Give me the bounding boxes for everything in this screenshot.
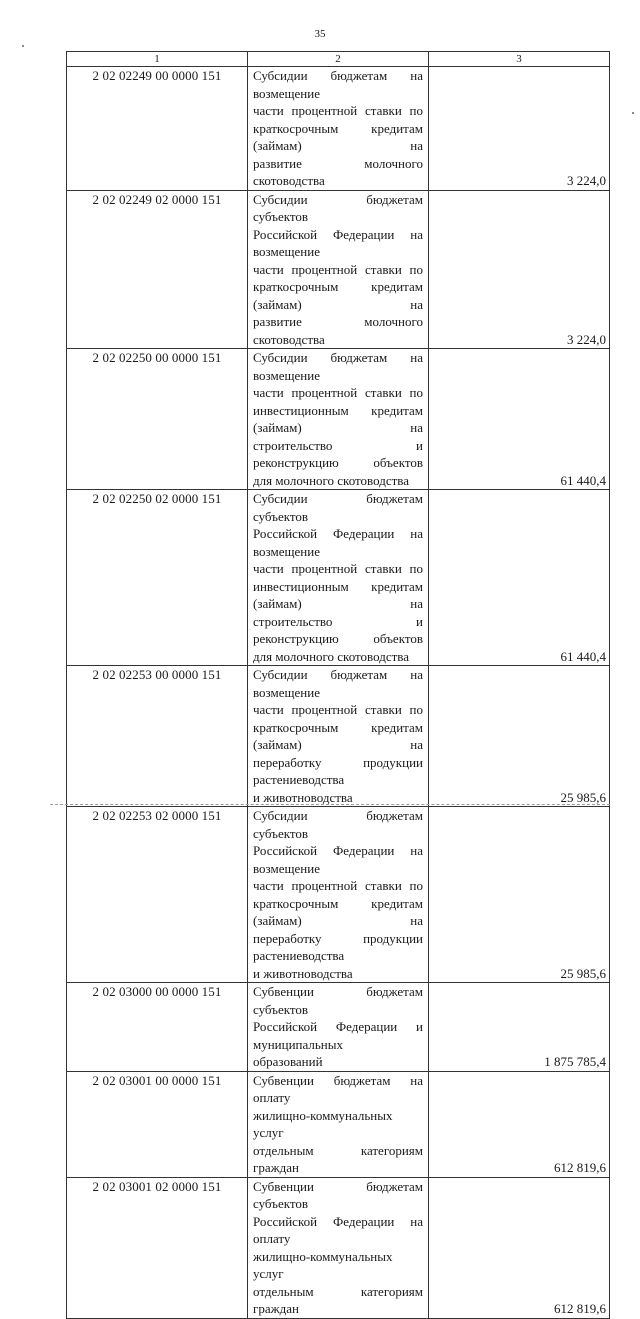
budget-code: 2 02 02250 00 0000 151 [67,349,248,490]
budget-item-name-line: Российской Федерации на возмещение [253,526,423,559]
budget-item-name-line: Субвенции бюджетам субъектов [253,984,423,1017]
budget-item-name-line: развитие молочного скотоводства [253,314,423,347]
budget-amount: 61 440,4 [429,490,610,666]
budget-item-name-line: инвестиционным кредитам (займам) на [253,578,423,611]
budget-item-name-line: части процентной ставки по [253,702,423,717]
budget-item-name [248,1071,429,1177]
table-row [67,807,610,983]
budget-item-name-line: Субвенции бюджетам на оплату [253,1072,423,1105]
budget-amount: 1 875 785,4 [429,983,610,1072]
budget-code: 2 02 02250 02 0000 151 [67,490,248,666]
budget-item-name-line: Российской Федерации на возмещение [253,843,423,876]
table-row [67,349,610,490]
budget-item-name [248,807,429,983]
budget-item-name-line: жилищно-коммунальных услуг [253,1248,393,1281]
scan-speck [632,112,634,114]
budget-amount: 612 819,6 [429,1177,610,1318]
budget-item-name-line: Субсидии бюджетам субъектов [253,808,423,841]
scan-dashed-line [50,804,610,805]
budget-item-name-line: части процентной ставки по [253,103,423,118]
table-row [67,1071,610,1177]
budget-item-name-line: Субсидии бюджетам на возмещение [253,68,423,101]
table-header-row [67,52,610,67]
budget-item-name-line: и животноводства [253,965,353,981]
page-number: 35 [314,28,326,40]
budget-code: 2 02 03001 00 0000 151 [67,1071,248,1177]
budget-item-name-line: переработку продукции растениеводства [253,930,423,963]
budget-item-name-line: развитие молочного скотоводства [253,155,423,188]
budget-code: 2 02 03000 00 0000 151 [67,983,248,1072]
budget-item-name [248,190,429,349]
budget-item-name-line: краткосрочным кредитам (займам) на [253,719,423,752]
budget-item-name-line: инвестиционным кредитам (займам) на [253,402,423,435]
column-header-2: 2 [248,52,429,67]
budget-item-name-line: части процентной ставки по [253,261,423,277]
budget-item-name-line: для молочного скотоводства [253,472,410,488]
budget-amount: 3 224,0 [429,190,610,349]
budget-item-name-line: Субвенции бюджетам субъектов [253,1178,423,1211]
budget-item-name-line: краткосрочным кредитам (займам) на [253,120,423,153]
budget-item-name-line: Субсидии бюджетам субъектов [253,191,423,224]
budget-item-name-line: для молочного скотоводства [253,648,410,664]
budget-item-name-line: части процентной ставки по [253,385,423,400]
budget-item-name-line: Субсидии бюджетам субъектов [253,491,423,524]
budget-item-name-line: Субсидии бюджетам на возмещение [253,667,423,700]
budget-item-name-line: Российской Федерации на оплату [253,1213,423,1246]
budget-item-name [248,666,429,807]
budget-item-name [248,490,429,666]
budget-code: 2 02 02253 02 0000 151 [67,807,248,983]
table-row [67,490,610,666]
budget-item-name-line: строительство и реконструкцию объектов [253,613,423,646]
column-header-3: 3 [429,52,610,67]
budget-item-name-line: переработку продукции растениеводства [253,754,423,787]
budget-item-name [248,349,429,490]
budget-amount: 25 985,6 [429,666,610,807]
budget-item-name-line: образований [253,1054,323,1069]
budget-amount: 3 224,0 [429,67,610,191]
budget-item-name-line: Российской Федерации на возмещение [253,226,423,259]
budget-item-name-line: строительство и реконструкцию объектов [253,437,423,470]
budget-item-name-line: Субсидии бюджетам на возмещение [253,350,423,383]
budget-item-name-line: отдельным категориям граждан [253,1283,423,1316]
budget-table [66,51,610,1319]
table-row [67,1177,610,1318]
budget-item-name-line: жилищно-коммунальных услуг [253,1107,393,1140]
budget-code: 2 02 02253 00 0000 151 [67,666,248,807]
budget-code: 2 02 03001 02 0000 151 [67,1177,248,1318]
budget-item-name-line: и животноводства [253,789,353,805]
budget-code: 2 02 02249 00 0000 151 [67,67,248,191]
column-header-1: 1 [67,52,248,67]
budget-item-name [248,983,429,1072]
budget-item-name-line: части процентной ставки по [253,561,423,576]
table-row [67,983,610,1072]
table-row [67,666,610,807]
budget-item-name-line: отдельным категориям граждан [253,1142,423,1175]
budget-item-name-line: краткосрочным кредитам (займам) на [253,279,423,312]
budget-amount: 61 440,4 [429,349,610,490]
budget-item-name-line: части процентной ставки по [253,878,423,893]
budget-item-name [248,67,429,191]
scan-speck [22,45,24,47]
budget-item-name [248,1177,429,1318]
budget-item-name-line: краткосрочным кредитам (займам) на [253,895,423,928]
table-row [67,67,610,191]
budget-amount: 25 985,6 [429,807,610,983]
table-row [67,190,610,349]
budget-amount: 612 819,6 [429,1071,610,1177]
budget-item-name-line: Российской Федерации и муниципальных [253,1019,423,1052]
budget-code: 2 02 02249 02 0000 151 [67,190,248,349]
